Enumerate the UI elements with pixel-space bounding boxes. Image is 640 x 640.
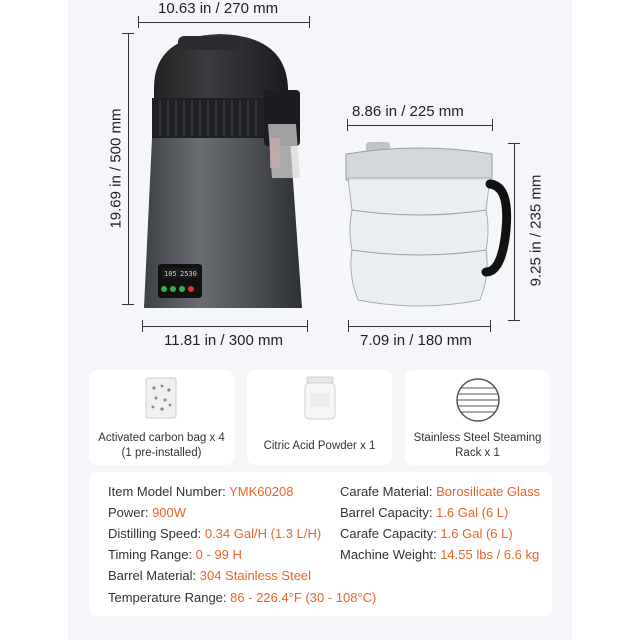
accessory-card-steaming-rack — [405, 370, 550, 465]
glass-carafe-image — [340, 140, 515, 315]
carafe-base-width-label: 7.09 in / 180 mm — [360, 332, 472, 349]
carafe-top-width-line — [347, 125, 493, 126]
carafe-height-line — [514, 143, 515, 321]
distiller-height-line — [128, 33, 129, 305]
accessory-card-citric-acid — [247, 370, 392, 465]
spec-timing-range: Timing Range: 0 - 99 H — [108, 547, 242, 562]
distiller-height-label: 19.69 in / 500 mm — [107, 108, 125, 229]
accessory-label: Stainless Steel Steaming Rack x 1 — [413, 432, 542, 459]
accessory-card-carbon-bag — [89, 370, 234, 465]
accessory-label: Activated carbon bag x 4 (1 pre-installed) — [98, 432, 225, 459]
spec-distilling-speed: Distilling Speed: 0.34 Gal/H (1.3 L/H) — [108, 526, 322, 541]
accessory-label: Citric Acid Powder x 1 — [263, 440, 376, 452]
steaming-rack-icon — [454, 376, 502, 424]
carafe-base-width-line — [348, 326, 491, 327]
water-distiller-image — [140, 28, 320, 318]
spec-carafe-capacity: Carafe Capacity: 1.6 Gal (6 L) — [340, 526, 513, 541]
distiller-top-width-line — [138, 22, 310, 23]
distiller-base-width-line — [142, 326, 308, 327]
spec-power: Power: 900W — [108, 505, 187, 520]
distiller-base-width-label: 11.81 in / 300 mm — [164, 332, 283, 349]
spec-temperature-range: Temperature Range: 86 - 226.4°F (30 - 108°C) — [108, 590, 377, 605]
spec-barrel-material: Barrel Material: 304 Stainless Steel — [108, 568, 312, 583]
carbon-bag-icon — [144, 376, 178, 420]
display-right-readout: 2530 — [180, 270, 197, 278]
spec-barrel-capacity: Barrel Capacity: 1.6 Gal (6 L) — [340, 505, 509, 520]
carafe-top-width-label: 8.86 in / 225 mm — [352, 103, 464, 120]
distiller-top-width-label: 10.63 in / 270 mm — [158, 0, 279, 17]
spec-model: Item Model Number: YMK60208 — [108, 484, 294, 499]
carafe-height-label: 9.25 in / 235 mm — [527, 174, 545, 287]
citric-acid-jar-icon — [302, 375, 338, 421]
spec-machine-weight: Machine Weight: 14.55 lbs / 6.6 kg — [340, 547, 540, 562]
spec-carafe-material: Carafe Material: Borosilicate Glass — [340, 484, 541, 499]
display-left-readout: 105 — [164, 270, 177, 278]
